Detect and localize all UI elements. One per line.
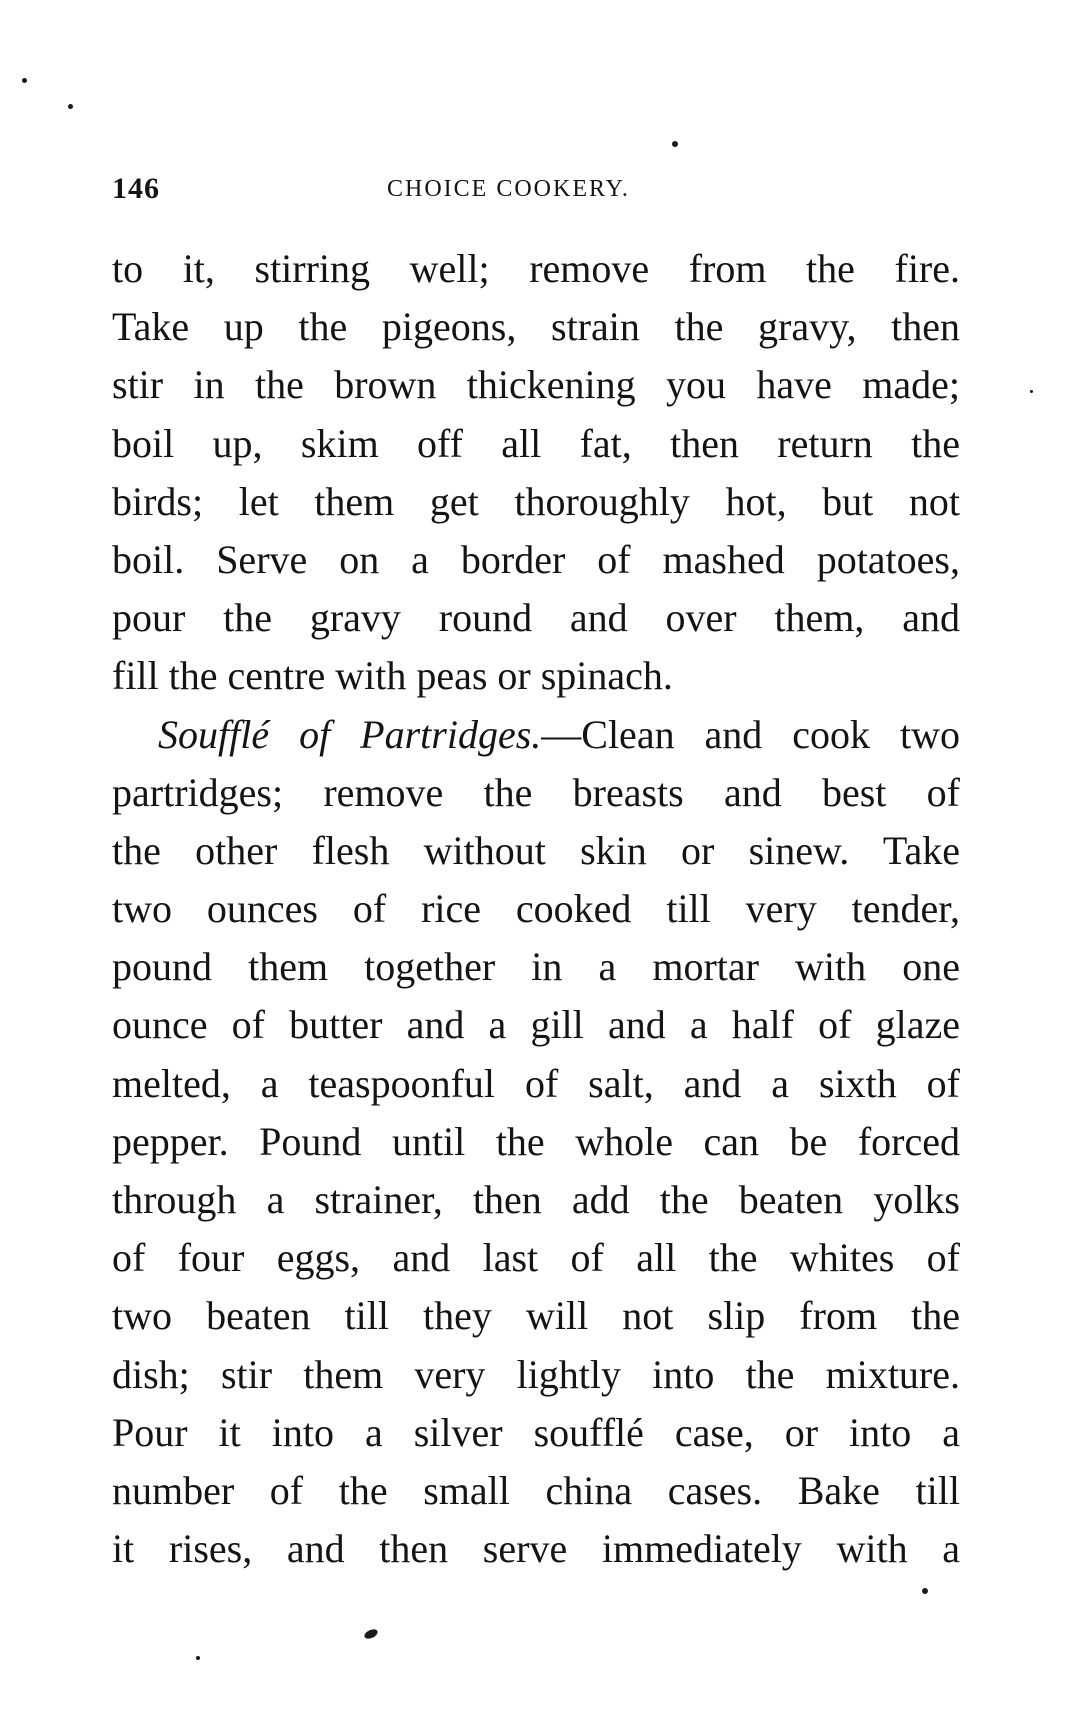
text-line: to it, stirring well; remove from the fire. (112, 246, 960, 291)
text-line: partridges; remove the breasts and best of (112, 769, 960, 815)
text-line: of four eggs, and last of all the whites of (112, 1235, 960, 1281)
ink-speck (363, 1627, 379, 1640)
text-line: through a strainer, then add the beaten yolks (112, 1177, 960, 1222)
running-head (112, 172, 960, 212)
recipe-text: —Clean and cook two (541, 711, 960, 757)
text-line: birds; let them get thoroughly hot, but not (112, 478, 960, 524)
text-line: ounce of butter and a gill and a half of glaze (112, 1002, 960, 1048)
text-line: two ounces of rice cooked till very tender, (112, 886, 960, 932)
text-line: stir in the brown thickening you have made; (112, 362, 960, 408)
text-line: boil up, skim off all fat, then return the (112, 420, 960, 466)
text-line: pound them together in a mortar with one (112, 944, 960, 990)
ink-speck (922, 1588, 928, 1594)
text-line: boil. Serve on a border of mashed potatoes, (112, 536, 960, 582)
text-line: Pour it into a silver soufflé case, or into a (112, 1409, 960, 1455)
text-line: pour the gravy round and over them, and (112, 595, 960, 641)
text-line: dish; stir them very lightly into the mixture. (112, 1351, 960, 1397)
text-line: two beaten till they will not slip from the (112, 1293, 960, 1339)
ink-speck (22, 78, 27, 83)
text-line: pepper. Pound until the whole can be forced (112, 1118, 960, 1164)
running-title: CHOICE COOKERY. (387, 176, 630, 202)
body-text (112, 240, 960, 1578)
text-line: fill the centre with peas or spinach. (112, 653, 673, 699)
ink-speck (1030, 390, 1033, 393)
ink-speck (196, 1656, 200, 1660)
recipe-title: Soufflé of Partridges. (158, 711, 542, 757)
ink-speck (672, 141, 678, 147)
text-line: number of the small china cases. Bake till (112, 1467, 960, 1513)
ink-speck (68, 104, 73, 109)
text-line: it rises, and then serve immediately with a (112, 1526, 960, 1572)
recipe-first-line (112, 706, 960, 764)
text-line: melted, a teaspoonful of salt, and a sixth of (112, 1060, 960, 1106)
text-line: Take up the pigeons, strain the gravy, then (112, 304, 960, 350)
text-line: the other flesh without skin or sinew. Take (112, 827, 960, 873)
page-number: 146 (112, 172, 160, 205)
